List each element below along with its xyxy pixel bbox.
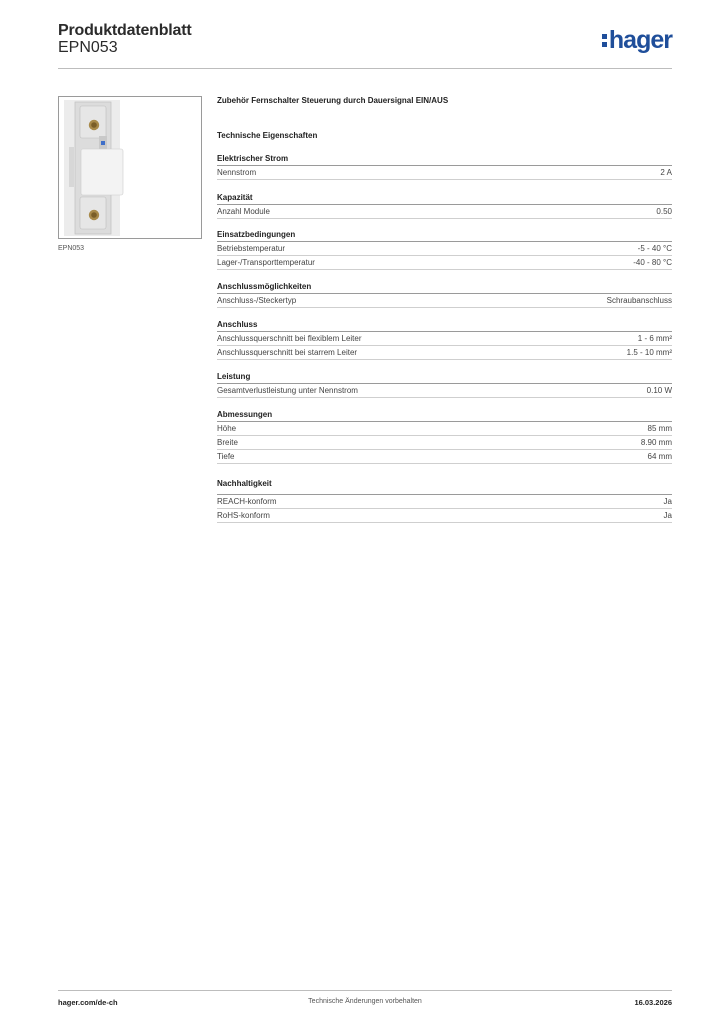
spec-value: 85 mm	[647, 424, 672, 433]
logo-wordmark: hager	[608, 26, 672, 54]
spec-value: 8.90 mm	[640, 438, 672, 447]
spec-value: 1 - 6 mm²	[637, 334, 672, 343]
spec-label: REACH-konform	[217, 497, 277, 506]
header-divider	[58, 68, 672, 69]
group-title: Kapazität	[217, 192, 672, 205]
spec-value: 1.5 - 10 mm²	[626, 348, 672, 357]
spec-group	[217, 192, 672, 219]
spec-value: -5 - 40 °C	[637, 244, 672, 253]
spec-row	[217, 384, 672, 398]
group-title: Elektrischer Strom	[217, 153, 672, 166]
spec-label: RoHS-konform	[217, 511, 270, 520]
spec-value: Schraubanschluss	[606, 296, 672, 305]
document-title: Produktdatenblatt	[58, 22, 192, 39]
spec-group	[217, 281, 672, 308]
product-image-caption: EPN053	[58, 245, 85, 252]
group-title: Leistung	[217, 371, 672, 384]
spec-label: Betriebstemperatur	[217, 244, 286, 253]
spec-row	[217, 256, 672, 270]
spec-label: Anschlussquerschnitt bei flexiblem Leiter	[217, 334, 362, 343]
spec-group	[217, 478, 672, 523]
technical-content	[217, 96, 672, 523]
product-image	[58, 96, 202, 239]
spec-value: -40 - 80 °C	[633, 258, 672, 267]
section-title: Technische Eigenschaften	[217, 131, 318, 140]
spec-value: 0.50	[656, 207, 672, 216]
group-title: Nachhaltigkeit	[217, 479, 272, 488]
spec-group	[217, 153, 672, 180]
hager-logo	[602, 26, 672, 54]
spec-row	[217, 242, 672, 256]
spec-group	[217, 409, 672, 464]
logo-colon-icon	[602, 26, 608, 48]
footer-date: 16.03.2026	[634, 998, 672, 1007]
spec-label: Anschluss-/Steckertyp	[217, 296, 297, 305]
spec-row	[217, 205, 672, 219]
product-description: Zubehör Fernschalter Steuerung durch Dauersignal EIN/AUS	[217, 96, 449, 105]
spec-row	[217, 422, 672, 436]
footer-notice: Technische Änderungen vorbehalten	[308, 998, 422, 1005]
spec-row	[217, 346, 672, 360]
spec-row	[217, 436, 672, 450]
spec-row	[217, 294, 672, 308]
spec-value: Ja	[663, 511, 672, 520]
spec-label: Tiefe	[217, 452, 235, 461]
spec-label: Gesamtverlustleistung unter Nennstrom	[217, 386, 358, 395]
spec-label: Breite	[217, 438, 238, 447]
spec-value: 64 mm	[647, 452, 672, 461]
group-title: Anschlussmöglichkeiten	[217, 281, 672, 294]
spec-label: Lager-/Transporttemperatur	[217, 258, 315, 267]
spec-value: 0.10 W	[646, 386, 672, 395]
spec-group	[217, 229, 672, 270]
spec-label: Nennstrom	[217, 168, 257, 177]
spec-row	[217, 332, 672, 346]
spec-label: Anschlussquerschnitt bei starrem Leiter	[217, 348, 358, 357]
spec-group	[217, 319, 672, 360]
footer-website-link[interactable]: hager.com/de-ch	[58, 998, 118, 1007]
spec-group	[217, 371, 672, 398]
group-title: Einsatzbedingungen	[217, 229, 672, 242]
group-title: Abmessungen	[217, 409, 672, 422]
footer-divider	[58, 990, 672, 991]
spec-value: Ja	[663, 497, 672, 506]
spec-row	[217, 450, 672, 464]
page-footer	[58, 990, 672, 1014]
spec-label: Anzahl Module	[217, 207, 270, 216]
product-image-drawing	[59, 97, 201, 238]
product-code: EPN053	[58, 39, 118, 56]
spec-row	[217, 509, 672, 523]
spec-label: Höhe	[217, 424, 237, 433]
spec-row	[217, 166, 672, 180]
spec-row	[217, 494, 672, 509]
page-header	[58, 20, 672, 70]
group-title: Anschluss	[217, 319, 672, 332]
spec-value: 2 A	[660, 168, 672, 177]
